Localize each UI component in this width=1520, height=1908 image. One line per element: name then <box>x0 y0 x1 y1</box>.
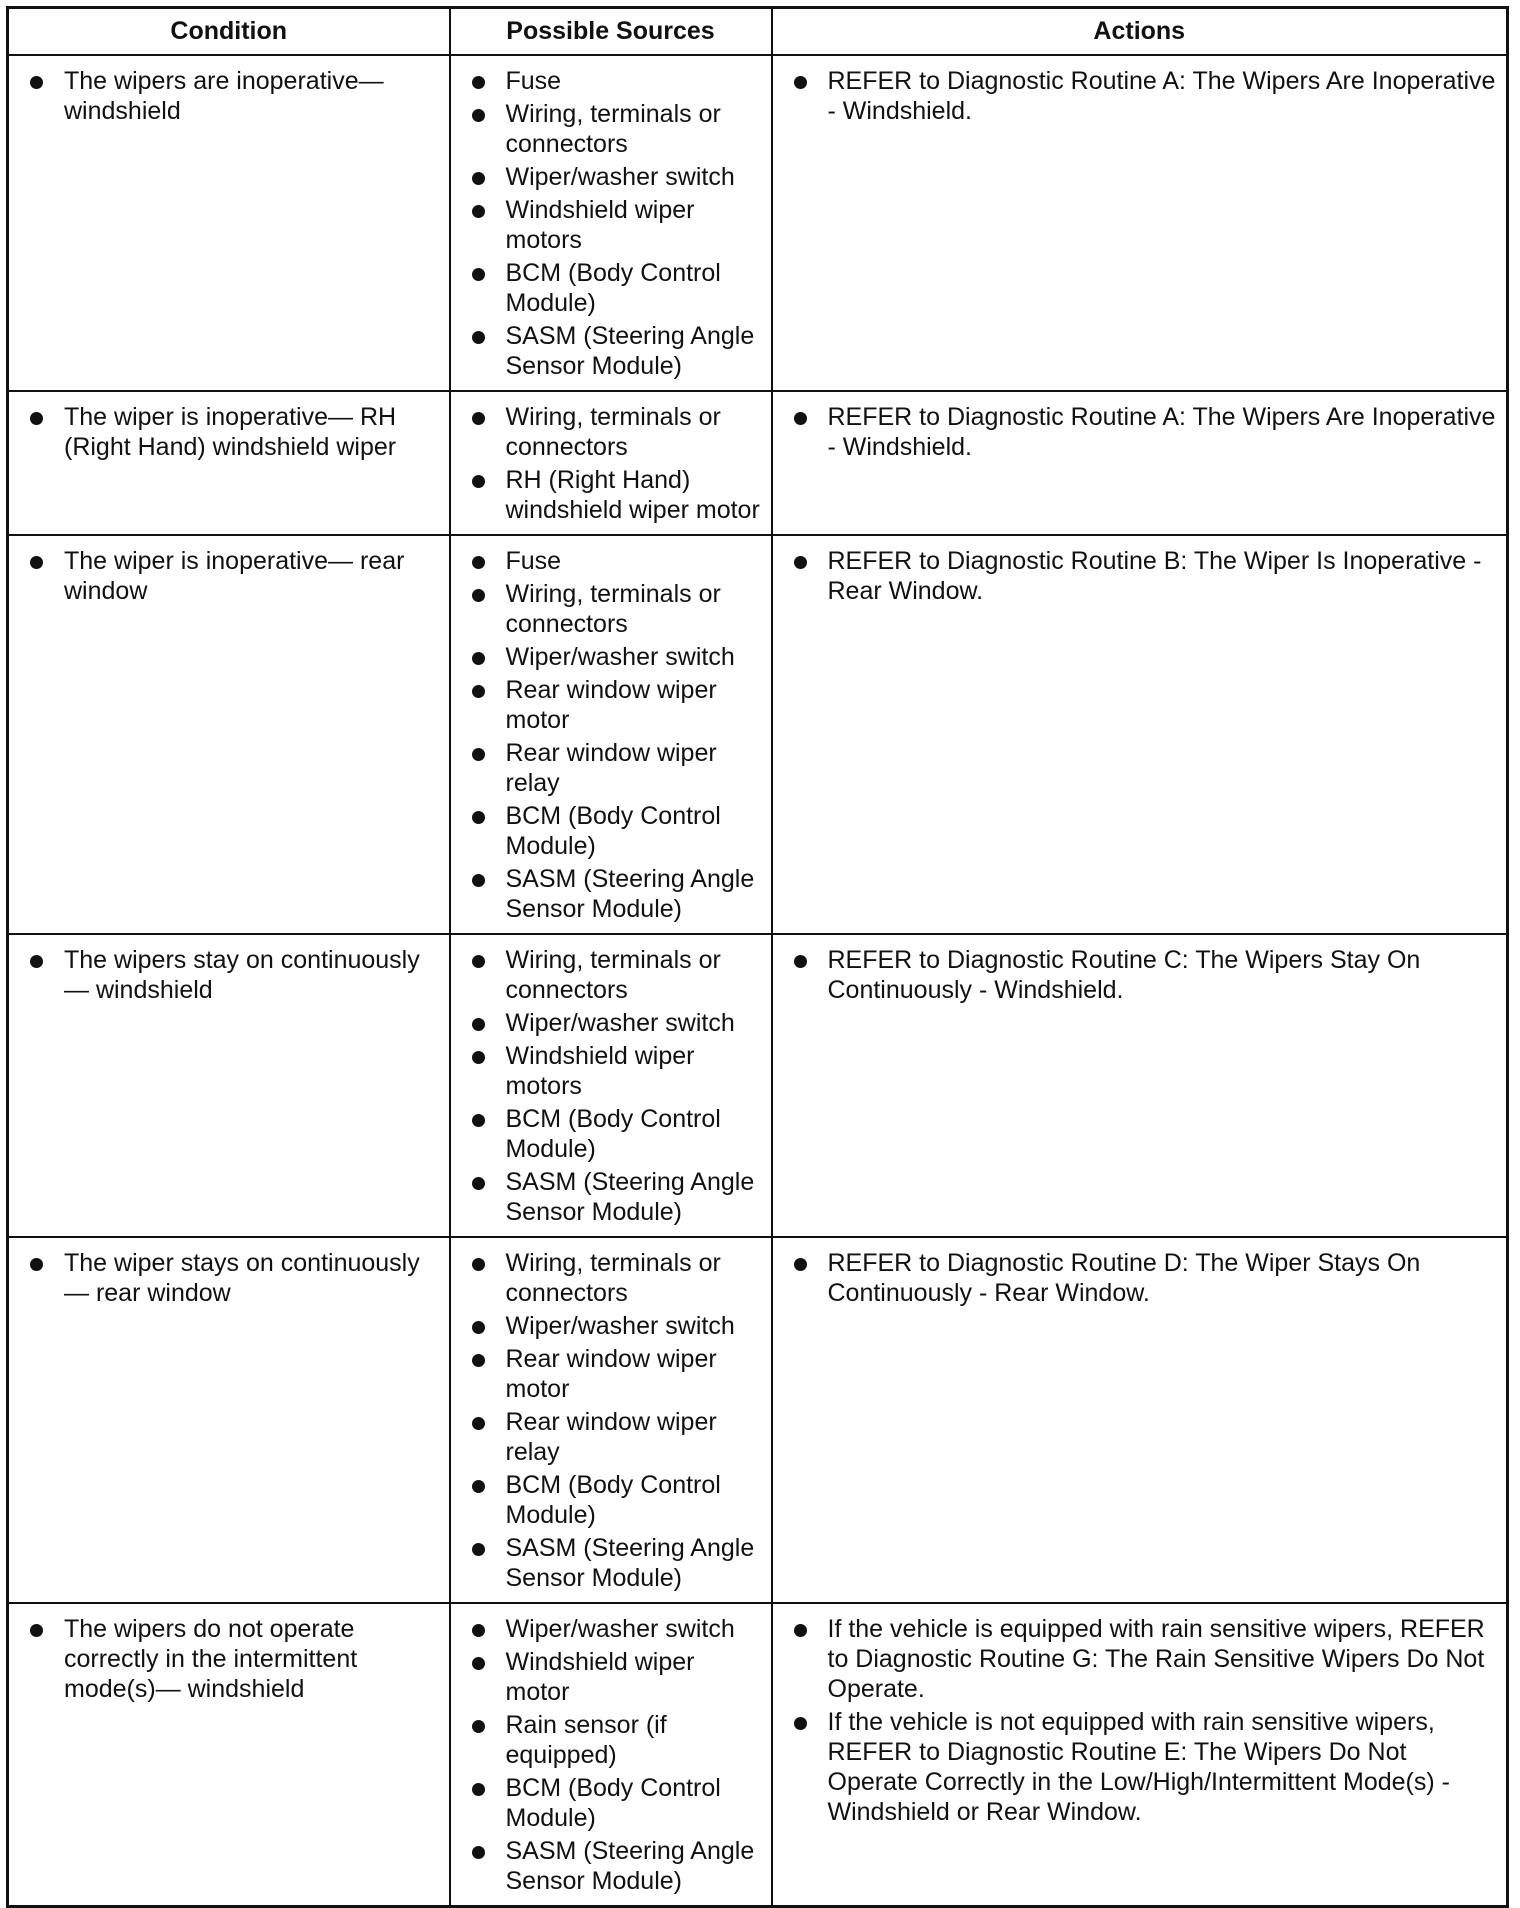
bullet-icon <box>472 811 485 824</box>
list-item <box>27 945 439 1005</box>
list-item-text: BCM (Body Control Module) <box>505 1105 721 1163</box>
list-item-text: The wiper stays on continuously— rear window <box>64 1249 420 1307</box>
list-item <box>469 1470 761 1530</box>
bullet-icon <box>472 1177 485 1190</box>
bullet-list <box>469 1248 761 1593</box>
list-item-text: Windshield wiper motor <box>505 1648 695 1706</box>
list-item <box>469 258 761 318</box>
condition-cell <box>8 535 450 934</box>
condition-cell <box>8 1603 450 1907</box>
list-item <box>469 162 761 192</box>
bullet-icon <box>30 556 43 569</box>
list-item <box>469 321 761 381</box>
actions-cell <box>772 1237 1508 1603</box>
bullet-icon <box>472 652 485 665</box>
list-item <box>469 1104 761 1164</box>
list-item <box>27 1248 439 1308</box>
bullet-icon <box>30 955 43 968</box>
list-item <box>469 1167 761 1227</box>
bullet-icon <box>30 1624 43 1637</box>
table-row <box>8 391 1508 535</box>
bullet-icon <box>472 268 485 281</box>
list-item <box>27 546 439 606</box>
list-item-text: BCM (Body Control Module) <box>505 1774 721 1832</box>
bullet-icon <box>30 1258 43 1271</box>
bullet-icon <box>472 1417 485 1430</box>
bullet-icon <box>794 1624 807 1637</box>
list-item <box>469 1710 761 1770</box>
list-item <box>469 1008 761 1038</box>
bullet-icon <box>472 685 485 698</box>
list-item <box>469 465 761 525</box>
list-item <box>469 1344 761 1404</box>
bullet-icon <box>472 1018 485 1031</box>
list-item <box>469 1248 761 1308</box>
list-item <box>791 1707 1497 1827</box>
bullet-list <box>469 66 761 381</box>
list-item-text: The wipers are inoperative— windshield <box>64 67 384 125</box>
bullet-list <box>469 402 761 525</box>
table-body <box>8 55 1508 1907</box>
possible-sources-cell <box>450 391 772 535</box>
list-item-text: Windshield wiper motors <box>505 1042 695 1100</box>
list-item-text: Rear window wiper motor <box>505 676 717 734</box>
bullet-icon <box>472 475 485 488</box>
possible-sources-cell <box>450 934 772 1237</box>
list-item-text: Rear window wiper relay <box>505 1408 717 1466</box>
bullet-list <box>791 1614 1497 1827</box>
diagnostic-table <box>6 6 1509 1908</box>
list-item <box>469 99 761 159</box>
bullet-list <box>27 945 439 1005</box>
list-item-text: Wiring, terminals or connectors <box>505 403 721 461</box>
list-item <box>27 1614 439 1704</box>
list-item <box>469 642 761 672</box>
bullet-icon <box>794 556 807 569</box>
bullet-icon <box>794 76 807 89</box>
table-row <box>8 55 1508 391</box>
list-item <box>27 66 439 126</box>
actions-cell <box>772 934 1508 1237</box>
bullet-icon <box>472 1354 485 1367</box>
list-item-text: SASM (Steering Angle Sensor Module) <box>505 1168 755 1226</box>
bullet-icon <box>472 1258 485 1271</box>
actions-cell <box>772 391 1508 535</box>
list-item-text: REFER to Diagnostic Routine A: The Wipers Are Inoperative - Windshield. <box>827 403 1496 461</box>
header-actions: Actions <box>772 8 1508 56</box>
list-item-text: Fuse <box>505 547 562 575</box>
condition-cell <box>8 55 450 391</box>
possible-sources-cell <box>450 1603 772 1907</box>
list-item <box>791 1614 1497 1704</box>
list-item-text: The wiper is inoperative— rear window <box>64 547 405 605</box>
list-item <box>469 402 761 462</box>
list-item-text: Windshield wiper motors <box>505 196 695 254</box>
list-item-text: Wiper/washer switch <box>505 1009 735 1037</box>
bullet-icon <box>472 556 485 569</box>
condition-cell <box>8 1237 450 1603</box>
list-item-text: Wiper/washer switch <box>505 643 735 671</box>
list-item-text: The wiper is inoperative— RH (Right Hand) windshield wiper <box>64 403 397 461</box>
bullet-icon <box>472 955 485 968</box>
table-row <box>8 934 1508 1237</box>
list-item <box>469 864 761 924</box>
list-item <box>469 1614 761 1644</box>
header-row <box>8 8 1508 56</box>
list-item <box>469 1311 761 1341</box>
bullet-list <box>27 1248 439 1308</box>
list-item <box>791 945 1497 1005</box>
list-item <box>469 801 761 861</box>
list-item <box>469 546 761 576</box>
bullet-icon <box>30 412 43 425</box>
table-row <box>8 535 1508 934</box>
bullet-icon <box>472 874 485 887</box>
list-item-text: SASM (Steering Angle Sensor Module) <box>505 865 755 923</box>
bullet-icon <box>794 412 807 425</box>
bullet-icon <box>472 76 485 89</box>
table-row <box>8 1237 1508 1603</box>
bullet-list <box>27 546 439 606</box>
list-item-text: REFER to Diagnostic Routine B: The Wiper Is Inoperative - Rear Window. <box>827 547 1482 605</box>
list-item-text: If the vehicle is not equipped with rain sensitive wipers, REFER to Diagnostic Routine E: The Wipers Do Not Operate Correctly in the Low/High/Intermittent Mode(s) - Windshield or Rear Window. <box>827 1708 1450 1826</box>
bullet-list <box>27 1614 439 1704</box>
bullet-list <box>469 945 761 1227</box>
list-item-text: Fuse <box>505 67 562 95</box>
list-item-text: SASM (Steering Angle Sensor Module) <box>505 322 755 380</box>
bullet-icon <box>472 1720 485 1733</box>
bullet-icon <box>472 1480 485 1493</box>
bullet-icon <box>472 205 485 218</box>
list-item-text: Wiring, terminals or connectors <box>505 580 721 638</box>
list-item <box>469 1041 761 1101</box>
bullet-icon <box>472 1321 485 1334</box>
bullet-list <box>791 945 1497 1005</box>
list-item <box>791 1248 1497 1308</box>
list-item <box>791 66 1497 126</box>
bullet-icon <box>472 1783 485 1796</box>
list-item <box>469 675 761 735</box>
list-item-text: If the vehicle is equipped with rain sensitive wipers, REFER to Diagnostic Routine G: The Rain Sensitive Wipers Do Not Operate. <box>827 1615 1485 1703</box>
list-item <box>791 402 1497 462</box>
bullet-icon <box>794 1258 807 1271</box>
list-item <box>27 402 439 462</box>
condition-cell <box>8 391 450 535</box>
list-item-text: Rear window wiper relay <box>505 739 717 797</box>
bullet-icon <box>472 1543 485 1556</box>
list-item-text: SASM (Steering Angle Sensor Module) <box>505 1837 755 1895</box>
list-item-text: Rain sensor (if equipped) <box>505 1711 667 1769</box>
table-row <box>8 1603 1508 1907</box>
condition-cell <box>8 934 450 1237</box>
bullet-icon <box>472 1624 485 1637</box>
list-item-text: Wiper/washer switch <box>505 163 735 191</box>
bullet-list <box>27 66 439 126</box>
possible-sources-cell <box>450 535 772 934</box>
list-item <box>469 738 761 798</box>
bullet-icon <box>472 1051 485 1064</box>
possible-sources-cell <box>450 55 772 391</box>
header-possible-sources: Possible Sources <box>450 8 772 56</box>
bullet-icon <box>794 1717 807 1730</box>
list-item <box>469 1533 761 1593</box>
bullet-list <box>469 546 761 924</box>
bullet-icon <box>472 748 485 761</box>
list-item <box>469 195 761 255</box>
list-item <box>469 1407 761 1467</box>
list-item <box>469 579 761 639</box>
list-item-text: BCM (Body Control Module) <box>505 1471 721 1529</box>
list-item-text: Wiring, terminals or connectors <box>505 946 721 1004</box>
list-item <box>469 66 761 96</box>
actions-cell <box>772 535 1508 934</box>
bullet-list <box>791 546 1497 606</box>
list-item-text: REFER to Diagnostic Routine A: The Wipers Are Inoperative - Windshield. <box>827 67 1496 125</box>
list-item-text: Rear window wiper motor <box>505 1345 717 1403</box>
list-item-text: Wiring, terminals or connectors <box>505 100 721 158</box>
bullet-icon <box>30 76 43 89</box>
list-item-text: RH (Right Hand) windshield wiper motor <box>505 466 760 524</box>
bullet-list <box>469 1614 761 1896</box>
possible-sources-cell <box>450 1237 772 1603</box>
list-item-text: Wiper/washer switch <box>505 1312 735 1340</box>
list-item <box>469 945 761 1005</box>
bullet-icon <box>794 955 807 968</box>
bullet-icon <box>472 1846 485 1859</box>
list-item <box>469 1773 761 1833</box>
bullet-icon <box>472 331 485 344</box>
list-item-text: The wipers do not operate correctly in the intermittent mode(s)— windshield <box>64 1615 358 1703</box>
actions-cell <box>772 1603 1508 1907</box>
bullet-list <box>27 402 439 462</box>
list-item <box>469 1836 761 1896</box>
bullet-icon <box>472 412 485 425</box>
list-item-text: REFER to Diagnostic Routine D: The Wiper Stays On Continuously - Rear Window. <box>827 1249 1421 1307</box>
list-item-text: BCM (Body Control Module) <box>505 802 721 860</box>
list-item <box>791 546 1497 606</box>
bullet-list <box>791 1248 1497 1308</box>
list-item-text: Wiper/washer switch <box>505 1615 735 1643</box>
list-item-text: The wipers stay on continuously— windshield <box>64 946 420 1004</box>
bullet-icon <box>472 1657 485 1670</box>
actions-cell <box>772 55 1508 391</box>
bullet-icon <box>472 1114 485 1127</box>
bullet-icon <box>472 172 485 185</box>
list-item-text: BCM (Body Control Module) <box>505 259 721 317</box>
list-item-text: Wiring, terminals or connectors <box>505 1249 721 1307</box>
list-item-text: REFER to Diagnostic Routine C: The Wipers Stay On Continuously - Windshield. <box>827 946 1421 1004</box>
list-item <box>469 1647 761 1707</box>
bullet-icon <box>472 109 485 122</box>
bullet-list <box>791 402 1497 462</box>
list-item-text: SASM (Steering Angle Sensor Module) <box>505 1534 755 1592</box>
header-condition: Condition <box>8 8 450 56</box>
bullet-icon <box>472 589 485 602</box>
bullet-list <box>791 66 1497 126</box>
